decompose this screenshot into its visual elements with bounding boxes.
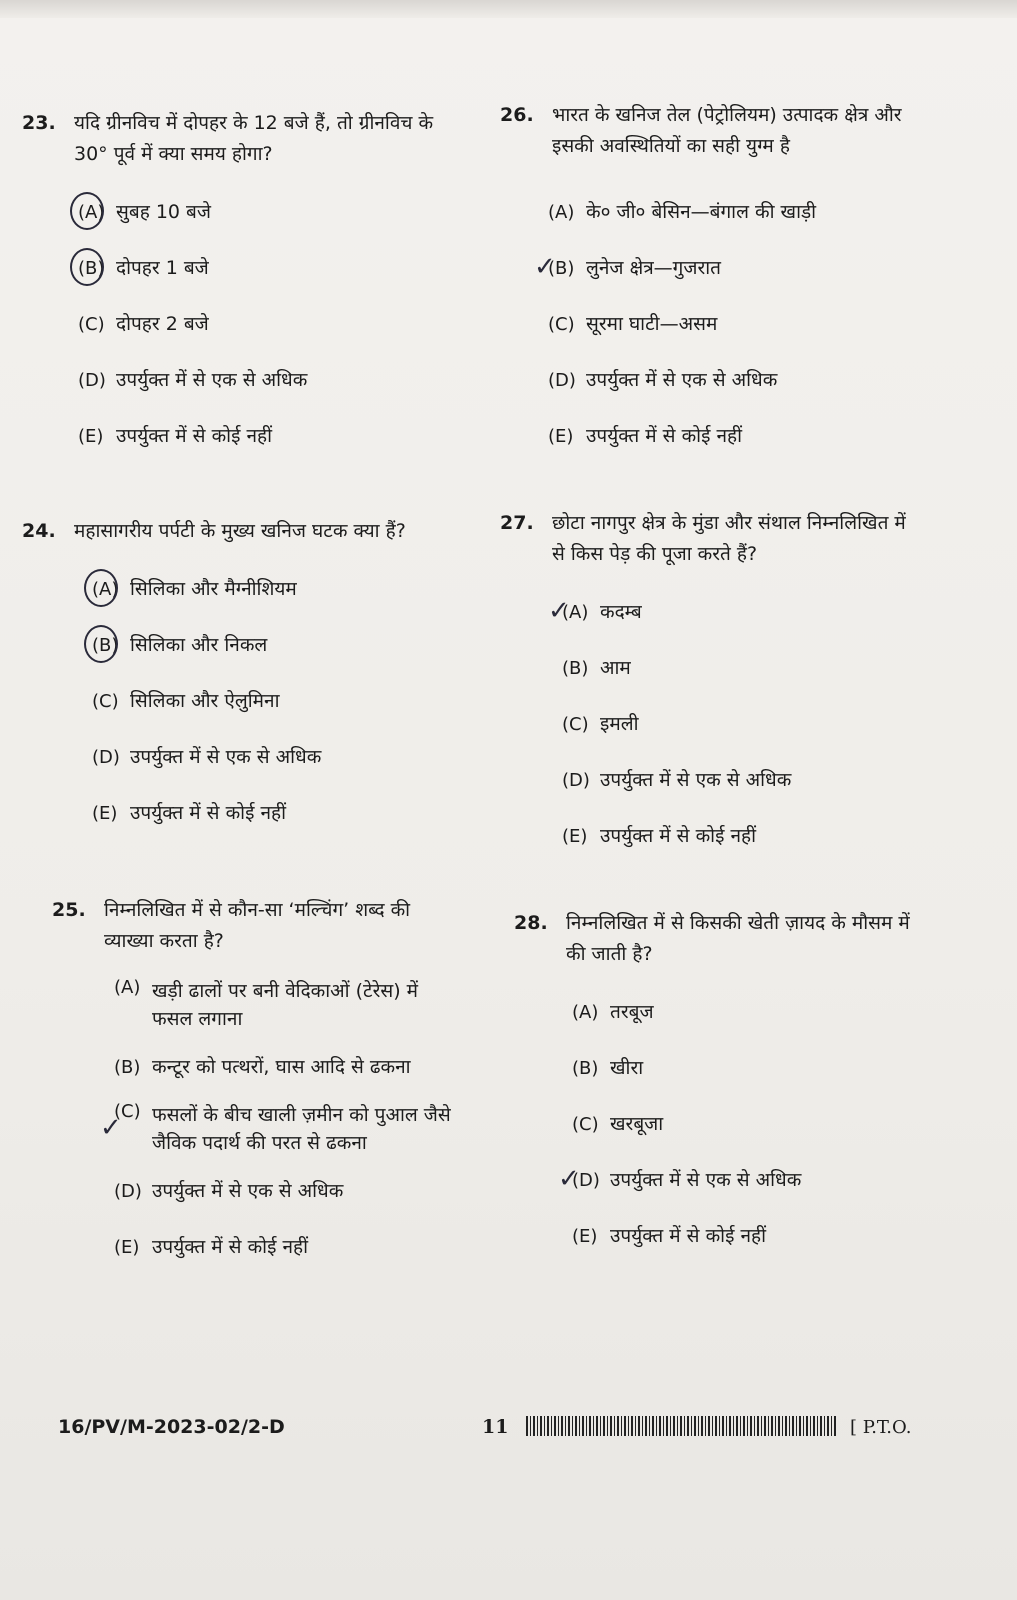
option-c[interactable]	[100, 1095, 462, 1163]
question-text: निम्नलिखित में से किसकी खेती ज़ायद के मौसम में की जाती है?	[566, 912, 910, 965]
option-text: उपर्युक्त में से एक से अधिक	[600, 769, 792, 791]
option-text: दोपहर 2 बजे	[116, 313, 209, 335]
page-footer	[58, 1410, 938, 1444]
option-label: (B)	[548, 257, 575, 279]
option-label: (C)	[114, 1101, 141, 1122]
option-d[interactable]	[92, 729, 462, 785]
question-28	[514, 908, 920, 1264]
option-a[interactable]	[92, 561, 462, 617]
options-list	[534, 184, 920, 464]
option-d[interactable]	[558, 1152, 920, 1208]
option-label: (B)	[78, 257, 105, 279]
option-b[interactable]	[92, 617, 462, 673]
option-label: (D)	[548, 369, 576, 391]
option-e[interactable]	[92, 785, 462, 841]
option-label: (E)	[114, 1236, 140, 1258]
option-e[interactable]	[562, 808, 920, 864]
option-text: सिलिका और मैग्नीशियम	[130, 578, 297, 600]
options-list	[92, 561, 462, 841]
right-column	[500, 100, 920, 1264]
question-number: 28.	[514, 912, 548, 934]
option-e[interactable]	[548, 408, 920, 464]
option-text: लुनेज क्षेत्र—गुजरात	[586, 257, 721, 279]
booklet-code: 16/PV/M-2023-02/2-D	[58, 1416, 285, 1438]
option-text: के० जी० बेसिन—बंगाल की खाड़ी	[586, 201, 817, 223]
question-27	[500, 508, 920, 864]
option-label: (C)	[572, 1113, 599, 1135]
option-text: कन्टूर को पत्थरों, घास आदि से ढकना	[152, 1056, 411, 1078]
page-top-shadow	[0, 0, 1017, 18]
option-label: (B)	[572, 1057, 599, 1079]
option-label: (D)	[562, 769, 590, 791]
pen-circle-mark	[70, 248, 104, 286]
options-list	[548, 584, 920, 864]
option-c[interactable]	[548, 296, 920, 352]
option-label: (B)	[562, 657, 589, 679]
left-column	[22, 108, 462, 1275]
option-text: उपर्युक्त में से कोई नहीं	[600, 825, 756, 847]
option-label: (C)	[562, 713, 589, 735]
option-label: (E)	[92, 802, 118, 824]
option-label: (A)	[572, 1001, 599, 1023]
option-c[interactable]	[562, 696, 920, 752]
option-text: खीरा	[610, 1057, 644, 1079]
option-d[interactable]	[548, 352, 920, 408]
option-label: (E)	[572, 1225, 598, 1247]
option-label: (C)	[92, 690, 119, 712]
page-number: 11	[482, 1416, 509, 1438]
option-label: (D)	[78, 369, 106, 391]
options-list	[100, 971, 462, 1275]
option-text: तरबूज	[610, 1001, 654, 1023]
pen-tick-mark: ✓	[100, 1113, 122, 1143]
pen-circle-mark	[84, 569, 118, 607]
pen-circle-mark	[84, 625, 118, 663]
option-text: कदम्ब	[600, 601, 642, 623]
option-text: खड़ी ढालों पर बनी वेदिकाओं (टेरेस) में फसल लगाना	[152, 980, 419, 1030]
pen-tick-mark: ✓	[548, 596, 570, 626]
question-26	[500, 100, 920, 464]
question-text: छोटा नागपुर क्षेत्र के मुंडा और संथाल निम्नलिखित में से किस पेड़ की पूजा करते हैं?	[552, 512, 906, 565]
pen-circle-mark	[70, 192, 104, 230]
option-label: (A)	[548, 201, 575, 223]
question-number: 27.	[500, 512, 534, 534]
question-23	[22, 108, 462, 464]
option-text: इमली	[600, 713, 639, 735]
option-b[interactable]	[114, 1039, 462, 1095]
option-a[interactable]	[572, 984, 920, 1040]
option-b[interactable]	[562, 640, 920, 696]
option-label: (B)	[92, 634, 119, 656]
barcode	[526, 1416, 838, 1436]
question-25	[52, 895, 462, 1275]
option-b[interactable]	[534, 240, 920, 296]
pen-tick-mark: ✓	[558, 1164, 580, 1194]
option-e[interactable]	[114, 1219, 462, 1275]
option-text: सूरमा घाटी—असम	[586, 313, 718, 335]
option-text: उपर्युक्त में से एक से अधिक	[116, 369, 308, 391]
option-label: (A)	[92, 578, 119, 600]
pto-label: [ P.T.O.	[850, 1416, 912, 1438]
question-text: महासागरीय पर्पटी के मुख्य खनिज घटक क्या हैं?	[74, 520, 406, 542]
option-label: (E)	[78, 425, 104, 447]
option-text: सिलिका और ऐलुमिना	[130, 690, 280, 712]
question-text: भारत के खनिज तेल (पेट्रोलियम) उत्पादक क्षेत्र और इसकी अवस्थितियों का सही युग्म है	[552, 104, 902, 157]
question-24	[22, 516, 462, 841]
option-text: उपर्युक्त में से एक से अधिक	[610, 1169, 802, 1191]
option-label: (A)	[562, 601, 589, 623]
option-d[interactable]	[562, 752, 920, 808]
pen-tick-mark: ✓	[534, 252, 556, 282]
option-text: उपर्युक्त में से कोई नहीं	[586, 425, 742, 447]
option-a[interactable]	[114, 971, 462, 1039]
question-number: 23.	[22, 112, 56, 134]
option-e[interactable]	[572, 1208, 920, 1264]
option-text: दोपहर 1 बजे	[116, 257, 209, 279]
option-text: सुबह 10 बजे	[116, 201, 211, 223]
option-c[interactable]	[572, 1096, 920, 1152]
option-label: (A)	[114, 977, 141, 998]
option-text: उपर्युक्त में से एक से अधिक	[130, 746, 322, 768]
option-text: उपर्युक्त में से कोई नहीं	[130, 802, 286, 824]
option-label: (A)	[78, 201, 105, 223]
options-list	[558, 984, 920, 1264]
option-d[interactable]	[114, 1163, 462, 1219]
option-text: खरबूजा	[610, 1113, 664, 1135]
option-d[interactable]	[78, 352, 462, 408]
option-c[interactable]	[78, 296, 462, 352]
option-text: उपर्युक्त में से कोई नहीं	[152, 1236, 308, 1258]
option-text: फसलों के बीच खाली ज़मीन को पुआल जैसे जैविक पदार्थ की परत से ढकना	[152, 1104, 451, 1154]
question-number: 26.	[500, 104, 534, 126]
option-b[interactable]	[572, 1040, 920, 1096]
option-text: उपर्युक्त में से कोई नहीं	[610, 1225, 766, 1247]
option-text: सिलिका और निकल	[130, 634, 268, 656]
option-label: (C)	[78, 313, 105, 335]
question-number: 24.	[22, 520, 56, 542]
options-list	[78, 184, 462, 464]
option-a[interactable]	[548, 584, 920, 640]
option-b[interactable]	[78, 240, 462, 296]
option-label: (D)	[92, 746, 120, 768]
option-c[interactable]	[92, 673, 462, 729]
option-a[interactable]	[548, 184, 920, 240]
option-a[interactable]	[78, 184, 462, 240]
question-number: 25.	[52, 899, 86, 921]
option-text: उपर्युक्त में से कोई नहीं	[116, 425, 272, 447]
option-text: उपर्युक्त में से एक से अधिक	[152, 1180, 344, 1202]
question-text: निम्नलिखित में से कौन-सा ‘मल्चिंग’ शब्द की व्याख्या करता है?	[104, 899, 411, 952]
option-e[interactable]	[78, 408, 462, 464]
question-text: यदि ग्रीनविच में दोपहर के 12 बजे हैं, तो ग्रीनविच के 30° पूर्व में क्या समय होगा?	[74, 112, 434, 165]
option-text: उपर्युक्त में से एक से अधिक	[586, 369, 778, 391]
option-label: (E)	[548, 425, 574, 447]
option-text: आम	[600, 657, 631, 679]
option-label: (E)	[562, 825, 588, 847]
option-label: (D)	[572, 1169, 600, 1191]
option-label: (D)	[114, 1180, 142, 1202]
option-label: (B)	[114, 1056, 141, 1078]
option-label: (C)	[548, 313, 575, 335]
